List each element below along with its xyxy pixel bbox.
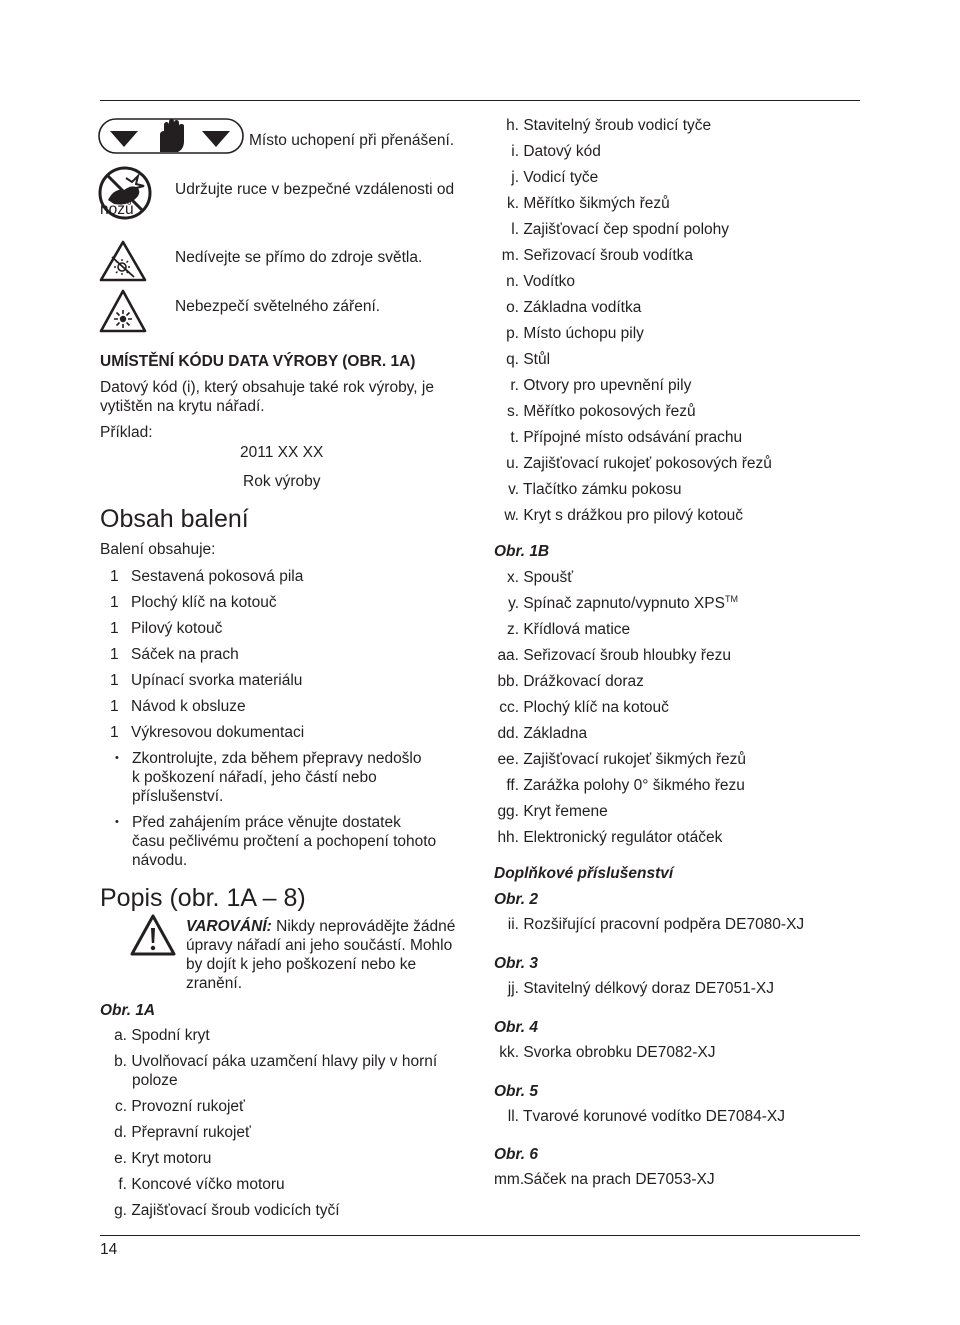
icon-text-hands: Udržujte ruce v bezpečné vzdálenosti od — [175, 181, 455, 198]
list-item: v. Tlačítko zámku pokosu — [508, 481, 682, 498]
list-item: u. Zajišťovací rukojeť pokosových řezů — [506, 455, 772, 472]
date-code-line2: vytištěn na krytu nářadí. — [100, 398, 265, 415]
list-item: w. Kryt s drážkou pro pilový kotouč — [504, 507, 743, 524]
list-item: cc. Plochý klíč na kotouč — [499, 699, 669, 716]
accessories-heading: Doplňkové příslušenství — [494, 865, 674, 882]
list-item: f. Koncové víčko motoru — [118, 1176, 285, 1193]
list-item: g. Zajišťovací šroub vodicích tyčí — [114, 1202, 340, 1219]
list-item: y. Spínač zapnuto/vypnuto XPS™ — [508, 593, 738, 612]
list-item: 1 Sestavená pokosová pila — [110, 568, 304, 585]
list-item: x. Spoušť — [506, 569, 574, 586]
list-item: p. Místo úchopu pily — [506, 325, 644, 342]
package-intro: Balení obsahuje: — [100, 541, 216, 558]
list-item: 1 Plochý klíč na kotouč — [110, 594, 277, 611]
list-item: hh. Elektronický regulátor otáček — [497, 829, 723, 846]
fig-1a-label: Obr. 1A — [100, 1002, 156, 1019]
list-item: 1 Sáček na prach — [110, 646, 239, 663]
list-item: q. Stůl — [506, 351, 551, 368]
list-item: ff. Zarážka polohy 0° šikmého řezu — [506, 777, 745, 794]
bullet-item: • Před zahájením práce věnujte dostatek času pečlivému pročtení a pochopení tohoto návodu. — [115, 814, 437, 869]
list-item: dd. Základna — [497, 725, 588, 742]
warning-triangle-icon — [130, 914, 176, 956]
bullet-item: • Zkontrolujte, zda během přepravy nedošlo k poškození nářadí, jeho částí nebo příslušenství. — [115, 750, 422, 805]
date-code-line1: Datový kód (i), který obsahuje také rok výroby, je — [100, 379, 434, 396]
list-item: 1 Výkresovou dokumentaci — [110, 724, 305, 741]
date-code-heading: UMÍSTĚNÍ KÓDU DATA VÝROBY (OBR. 1A) — [100, 353, 416, 370]
page-number: 14 — [100, 1241, 118, 1258]
year-label: Rok výroby — [243, 473, 321, 490]
top-rule — [100, 100, 860, 101]
list-item: kk. Svorka obrobku DE7082-XJ — [499, 1044, 716, 1061]
left-parts-list — [100, 1026, 437, 1227]
package-list — [110, 567, 304, 749]
list-item: e. Kryt motoru — [114, 1150, 212, 1167]
list-item: 1 Pilový kotouč — [110, 620, 223, 637]
example-label: Příklad: — [100, 424, 153, 441]
fig-1b-label: Obr. 1B — [494, 543, 550, 560]
right-parts-list-1a — [494, 116, 772, 532]
list-item: ii. Rozšiřující pracovní podpěra DE7080-XJ — [507, 916, 805, 933]
bullet-dot: • — [115, 816, 119, 828]
warning-label: VAROVÁNÍ: — [186, 918, 272, 935]
list-item: mm. Sáček na prach DE7053-XJ — [494, 1171, 715, 1188]
list-item: n. Vodítko — [506, 273, 576, 290]
icon-text-hands-cont: nožů — [100, 201, 134, 218]
list-item: 1 Upínací svorka materiálu — [110, 672, 303, 689]
list-item: bb. Drážkovací doraz — [497, 673, 644, 690]
list-item: ll. Tvarové korunové vodítko DE7084-XJ — [507, 1108, 785, 1125]
list-item: s. Měřítko pokosových řezů — [506, 403, 696, 420]
package-heading: Obsah balení — [100, 505, 249, 533]
fig-6-label: Obr. 6 — [494, 1146, 538, 1163]
icon-text-radiation: Nebezpečí světelného záření. — [175, 298, 381, 315]
list-item: r. Otvory pro upevnění pily — [510, 377, 692, 394]
bullet-dot: • — [115, 752, 119, 764]
bottom-rule — [100, 1235, 860, 1236]
warning-text: VAROVÁNÍ: Nikdy neprovádějte žádné úpravy nářadí ani jeho součástí. Mohlo by dojít k jeho poškození nebo ke zranění. — [186, 918, 456, 992]
fig-3-label: Obr. 3 — [494, 955, 538, 972]
list-item: a. Spodní kryt — [114, 1027, 210, 1044]
light-radiation-hazard-icon — [98, 288, 148, 334]
description-heading: Popis (obr. 1A – 8) — [100, 884, 306, 912]
list-item: d. Přepravní rukojeť — [114, 1124, 251, 1141]
list-item: b. Uvolňovací páka uzamčení hlavy pily v horní poloze — [114, 1053, 438, 1089]
list-item: l. Zajišťovací čep spodní polohy — [511, 221, 730, 238]
right-parts-list-1b — [494, 568, 746, 854]
example-value: 2011 XX XX — [240, 444, 324, 461]
list-item: gg. Kryt řemene — [497, 803, 608, 820]
icon-text-light: Nedívejte se přímo do zdroje světla. — [175, 249, 423, 266]
list-item: h. Stavitelný šroub vodicí tyče — [506, 117, 712, 134]
list-item: m. Seřizovací šroub vodítka — [501, 247, 694, 264]
list-item: 1 Návod k obsluze — [110, 698, 246, 715]
list-item: o. Základna vodítka — [506, 299, 642, 316]
list-item: z. Křídlová matice — [506, 621, 631, 638]
carry-handle-icon — [98, 117, 246, 157]
fig-4-label: Obr. 4 — [494, 1019, 538, 1036]
fig-2-label: Obr. 2 — [494, 891, 538, 908]
list-item: ee. Zajišťovací rukojeť šikmých řezů — [497, 751, 746, 768]
fig-5-label: Obr. 5 — [494, 1083, 538, 1100]
list-item: jj. Stavitelný délkový doraz DE7051-XJ — [507, 980, 775, 997]
list-item: j. Vodicí tyče — [511, 169, 599, 186]
list-item: i. Datový kód — [511, 143, 601, 160]
do-not-look-into-light-icon — [98, 239, 148, 283]
list-item: aa. Seřizovací šroub hloubky řezu — [497, 647, 731, 664]
icon-text-carry: Místo uchopení při přenášení. — [249, 132, 455, 149]
list-item: c. Provozní rukojeť — [114, 1098, 245, 1115]
list-item: k. Měřítko šikmých řezů — [506, 195, 670, 212]
list-item: t. Přípojné místo odsávání prachu — [510, 429, 743, 446]
